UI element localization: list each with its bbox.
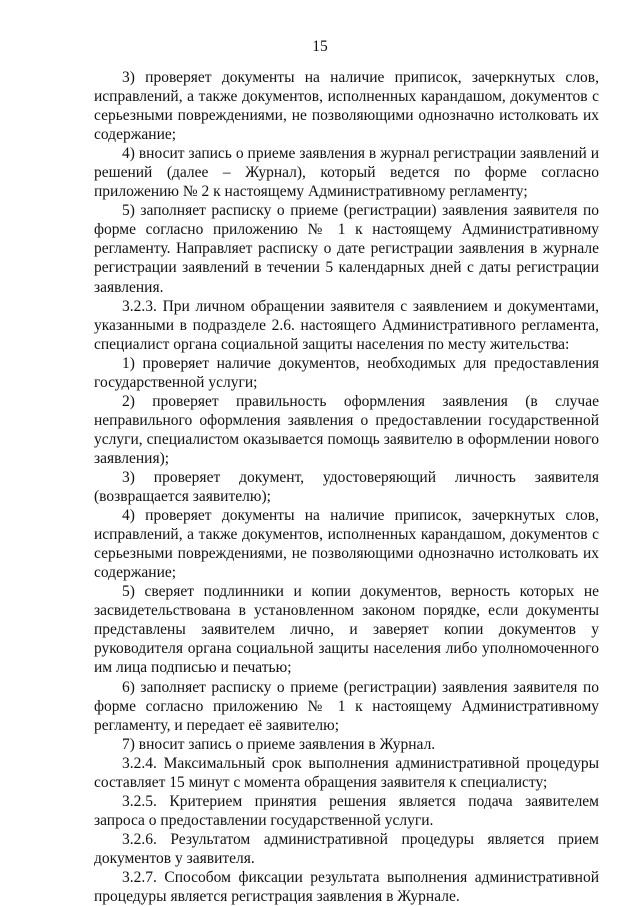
paragraph-item-3b: 3) проверяет документ, удостоверяющий личность заявителя (возвращается заявителю); xyxy=(94,468,599,506)
paragraph-section-3-2-5: 3.2.5. Критерием принятия решения является подача заявителем запроса о предоставлении государственной услуги. xyxy=(94,792,599,829)
paragraph-section-3-2-3: 3.2.3. При личном обращении заявителя с заявлением и документами, указанными в подразделе 2.6. настоящего Административного регламента, специалист органа социальной защиты населения по месту жительства: xyxy=(94,297,599,353)
page-number: 15 xyxy=(312,38,328,55)
paragraph-item-2: 2) проверяет правильность оформления заявления (в случае неправильного оформления заявления о предоставлении государственной услуги, специалистом оказывается помощь заявителю в оформлении нового заявления); xyxy=(94,392,599,467)
paragraph-item-5: 5) заполняет расписку о приеме (регистрации) заявления заявителя по форме согласно приложению № 1 к настоящему Административному регламенту. Направляет расписку о дате регистрации заявления в журнале регистрации заявлений в течении 5 календарных дней с даты регистрации заявления. xyxy=(94,202,599,296)
paragraph-item-7: 7) вносит запись о приеме заявления в Журнал. xyxy=(122,735,436,753)
paragraph-section-3-2-6: 3.2.6. Результатом административной процедуры является прием документов у заявителя. xyxy=(94,830,599,867)
paragraph-item-5b: 5) сверяет подлинники и копии документов, верность которых не засвидетельствована в установленном законом порядке, если документы представлены заявителем лично, и заверяет копии документов у руководителя органа социальной защиты населения либо уполномоченного им лица подписью и печатью; xyxy=(94,583,599,677)
paragraph-item-4b: 4) проверяет документы на наличие приписок, зачеркнутых слов, исправлений, а также документов, исполненных карандашом, документов с серьезными повреждениями, не позволяющими однозначно истолковать их содержание; xyxy=(94,507,599,582)
document-body xyxy=(94,68,599,906)
paragraph-item-4: 4) вносит запись о приеме заявления в журнал регистрации заявлений и решений (далее – Журнал), который ведется по форме согласно приложению № 2 к настоящему Административному регламенту; xyxy=(94,145,599,201)
paragraph-item-3: 3) проверяет документы на наличие приписок, зачеркнутых слов, исправлений, а также документов, исполненных карандашом, документов с серьезными повреждениями, не позволяющими однозначно истолковать их содержание; xyxy=(94,69,599,144)
paragraph-item-1: 1) проверяет наличие документов, необходимых для предоставления государственной услуги; xyxy=(94,354,599,391)
paragraph-item-6: 6) заполняет расписку о приеме (регистрации) заявления заявителя по форме согласно приложению № 1 к настоящему Административному регламенту, и передает её заявителю; xyxy=(94,678,599,734)
paragraph-section-3-2-4: 3.2.4. Максимальный срок выполнения административной процедуры составляет 15 минут с момента обращения заявителя к специалисту; xyxy=(94,754,599,791)
paragraph-section-3-2-7: 3.2.7. Способом фиксации результата выполнения административной процедуры является регистрация заявления в Журнале. xyxy=(94,868,599,906)
